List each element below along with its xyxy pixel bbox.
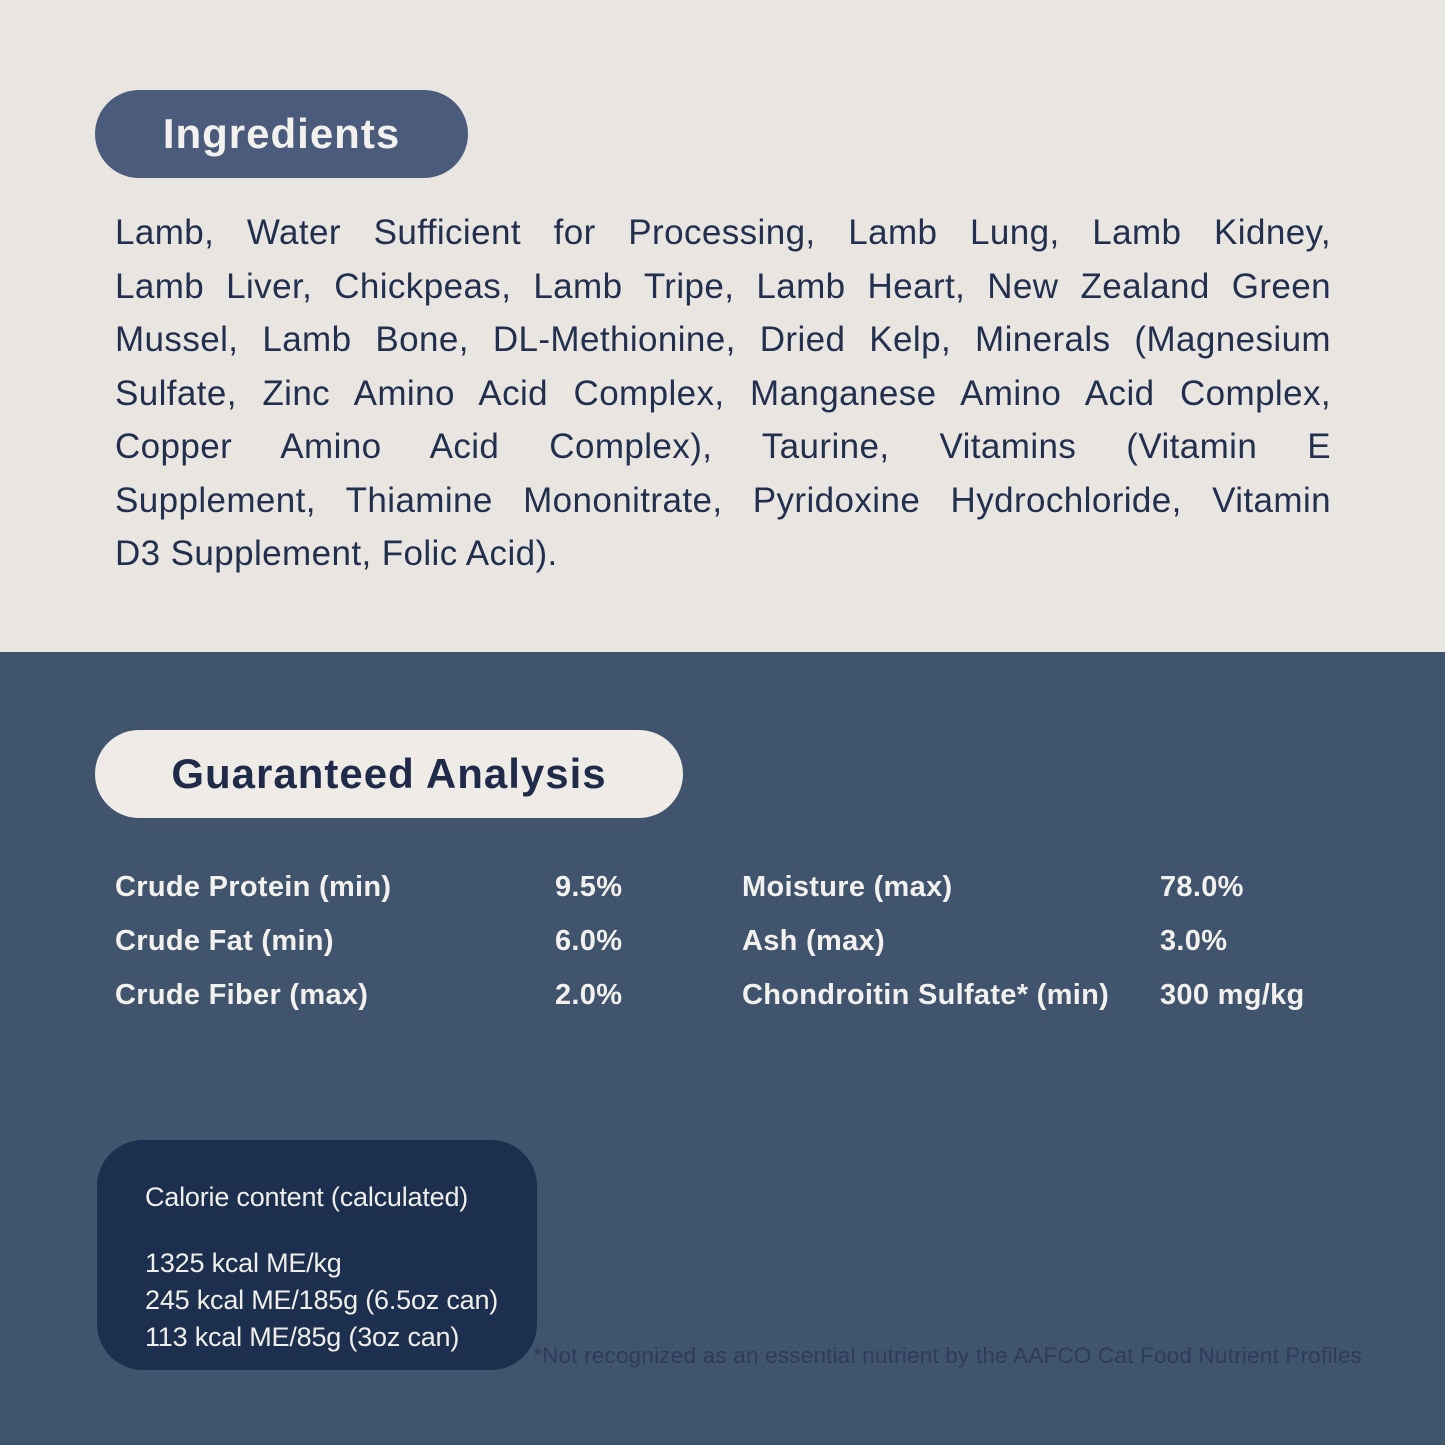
ingredients-paragraph (115, 206, 1331, 581)
ga-value: 6.0% (555, 925, 623, 957)
ga-value: 300 mg/kg (1160, 979, 1305, 1011)
ingredients-line: D3 Supplement, Folic Acid). (115, 534, 558, 573)
calorie-line: 245 kcal ME/185g (6.5oz can) (145, 1285, 499, 1315)
ingredients-line: Sulfate, Zinc Amino Acid Complex, Manganese Amino Acid Complex, (115, 373, 1331, 413)
ga-label: Ash (max) (742, 925, 885, 957)
calorie-line: 113 kcal ME/85g (3oz can) (145, 1322, 460, 1352)
ingredients-line: Lamb Liver, Chickpeas, Lamb Tripe, Lamb Heart, New Zealand Green (115, 266, 1331, 306)
ingredients-section (0, 0, 1445, 652)
ingredients-line: Copper Amino Acid Complex), Taurine, Vitamins (Vitamin E (115, 427, 1331, 466)
ga-label: Crude Fiber (max) (115, 979, 369, 1011)
ga-label: Crude Protein (min) (115, 871, 392, 903)
calorie-content-title: Calorie content (calculated) (145, 1182, 469, 1212)
calorie-line: 1325 kcal ME/kg (145, 1248, 342, 1278)
ga-label: Crude Fat (min) (115, 925, 334, 957)
ingredients-line: Mussel, Lamb Bone, DL-Methionine, Dried Kelp, Minerals (Magnesium (115, 320, 1331, 359)
guaranteed-analysis-title: Guaranteed Analysis (171, 750, 607, 797)
ingredients-line: Supplement, Thiamine Mononitrate, Pyridoxine Hydrochloride, Vitamin (115, 480, 1331, 520)
ga-value: 9.5% (555, 871, 623, 903)
guaranteed-analysis-heading-pill (95, 730, 683, 818)
ingredients-line: Lamb, Water Sufficient for Processing, Lamb Lung, Lamb Kidney, (115, 213, 1331, 252)
ga-value: 78.0% (1160, 871, 1244, 903)
ga-value: 2.0% (555, 979, 623, 1011)
calorie-content-box (97, 1140, 537, 1370)
ingredients-heading-pill (95, 90, 468, 178)
aafco-footnote: *Not recognized as an essential nutrient by the AAFCO Cat Food Nutrient Profiles (533, 1343, 1362, 1368)
ga-label: Chondroitin Sulfate* (min) (742, 979, 1110, 1011)
calorie-content-lines (145, 1245, 513, 1356)
ga-value: 3.0% (1160, 925, 1228, 957)
guaranteed-analysis-table (115, 869, 1331, 1013)
ingredients-title: Ingredients (162, 110, 401, 157)
ga-label: Moisture (max) (742, 871, 953, 903)
